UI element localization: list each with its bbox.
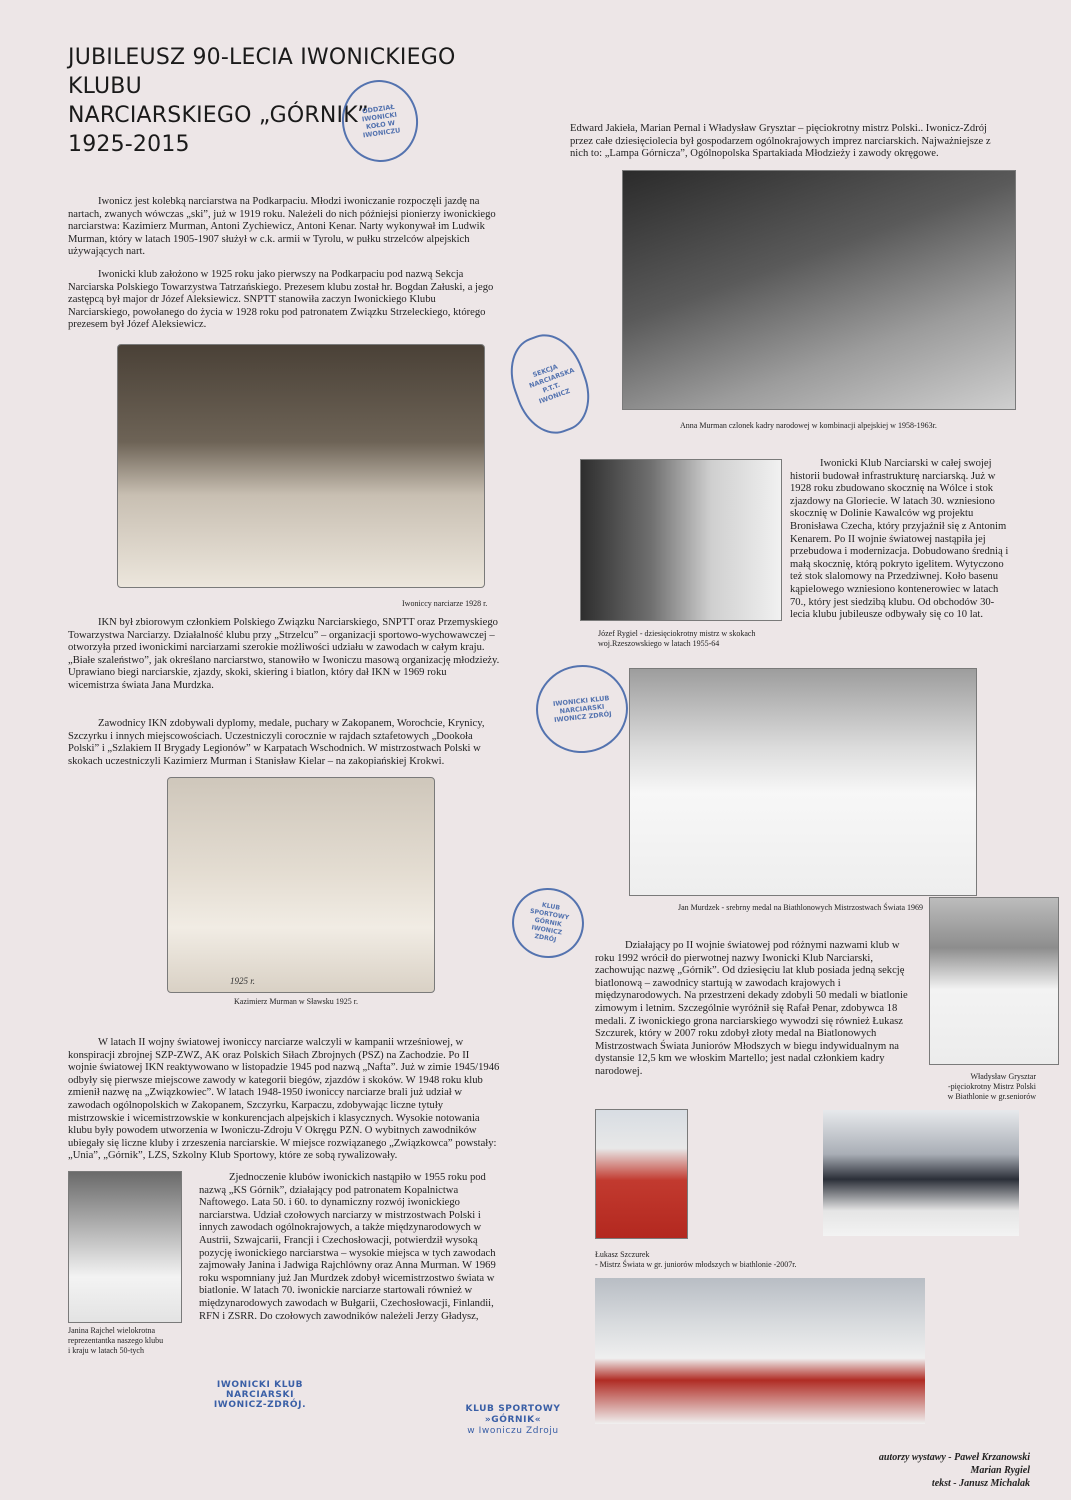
caption-janina-line-1: Janina Rajchel wielokrotna (68, 1326, 156, 1335)
caption-rygiel-line-1: Józef Rygiel - dziesięciokrotny mistrz w skokach (598, 629, 756, 638)
caption-grysztar-line-3: w Biathlonie w gr.seniorów (947, 1092, 1036, 1101)
stamp-ikn-line-2: IWONICZ-ZDRÓJ. (213, 1400, 307, 1410)
section-text-3 (68, 617, 500, 693)
caption-janina-line-3: i kraju w latach 50-tych (68, 1346, 144, 1355)
paragraph-6: Zjednoczenie klubów iwonickich nastąpiło w 1955 roku pod nazwą „KS Górnik”, działający pod patronatem Kopalnictwa Naftowego. Lata 50. i 60. to dynamiczny rozwój iwonickiego narciarstwa. Udział czołowych narciarzy w mistrzostwach Polski i innych zawodach ogólnokrajowych, a także międzynarodowych w Austrii, Szwajcarii, Francji i Czechosłowacji, potwierdził wysoką pozycję iwonickiego narciarstwa – wysokie miejsca w tych zawodach zajmowały Janina i Jadwiga Rajchlówny oraz Anna Murman. W 1969 roku wspomniany już Jan Murdzek zdobył wicemistrzostwo świata w biatlonie. W latach 70. iwonickie narciarze startowali również w międzynarodowych zawodach w Bułgarii, Czechosłowacji, Finlandii, RFN i ZSRR. Do czołowych zawodników należeli Jerzy Gładysz, (199, 1172, 496, 1322)
paragraph-9: Działający po II wojnie światowej pod różnymi nazwami klub w roku 1992 wrócił do pierwotnej nazwy Iwonicki Klub Narciarski, zachowując nazwę „Górnik”. Od dziesięciu lat klub posiada jedną sekcję biatlonową – zawodnicy startują w zawodach krajowych i międzynarodowych. Na przestrzeni dekady zdobyli 50 medali w biatlonie zimowym i letnim. Szczególnie wyróżnił się Rafał Penar, zdobywca 18 medali. Z iwonickiego grona narciarskiego wywodzi się również Łukasz Szczurek, który w 2007 roku zdobył złoty medal na Biatlonowych Mistrzostwach Świata Juniorów Młodszych w biegu indywidualnym na dystansie 12,5 km we włoskim Martello; jest nadal członkiem kadry narodowej. (595, 940, 908, 1077)
photo-wladyslaw-grysztar (929, 897, 1059, 1065)
caption-janina-line-2: reprezentantka naszego klubu (68, 1336, 164, 1345)
section-text-9 (595, 940, 920, 1079)
authors-line-2: Marian Rygiel (970, 1465, 1030, 1476)
caption-jan-murdzek: Jan Murdzek - srebrny medal na Biathlonowych Mistrzostwach Świata 1969 (678, 903, 924, 912)
authors-line-3: tekst - Janusz Michalak (931, 1478, 1030, 1489)
authors-credit (780, 1451, 1030, 1490)
caption-anna-murman: Anna Murman czlonek kadry narodowej w kombinacji alpejskiej w 1958-1963r. (680, 421, 937, 430)
paragraph-3: IKN był zbiorowym członkiem Polskiego Związku Narciarskiego, SNPTT oraz Przemyskiego Towarzystwa Narciarzy. Działalność klubu przy „Strzelcu” – organizacji sportowo-wychowawczej – otworzyła przed iwonickimi narciarzami szerokie możliwości udziału w zawodach w całym kraju. „Białe szaleństwo”, jak określano narciarstwo, stanowiło w Iwoniczu masową organizację młodzieży. Uprawiano biegi narciarskie, zjazdy, skoki, skiering i biatlon, który dał IKN w 1969 roku wicemistrza świata Jana Murdzka. (68, 617, 500, 691)
caption-jozef-rygiel (598, 629, 755, 649)
paragraph-7: Edward Jakieła, Marian Pernal i Władysław Grysztar – pięciokrotny mistrz Polski.. Iwonicz-Zdrój przez całe dziesięciolecia był gospodarzem ogólnokrajowych imprez narciarskich. Najważniejsze z nich to: „Lampa Górnicza”, Ogólnopolska Spartakiada Młodzieży i zawody okręgowe. (570, 123, 991, 160)
section-text-6 (199, 1172, 500, 1323)
stamp-ks-line-2: »GÓRNIK« (484, 1415, 542, 1425)
photo-jan-murdzek (629, 668, 977, 896)
page-title (68, 43, 528, 159)
intro-text (68, 196, 500, 332)
stamp-sekcja-ptt (499, 325, 601, 444)
stamp-sekcja-text: SEKCJA NARCIARSKA P.T.T. IWONICZ (528, 362, 576, 406)
authors-line-1: autorzy wystawy - Paweł Krzanowski (878, 1452, 1030, 1463)
section-text-4 (68, 718, 500, 768)
title-line-3: 1925-2015 (68, 132, 190, 157)
photo-biathlon-team (823, 1110, 1019, 1236)
caption-wladyslaw-grysztar (914, 1072, 1036, 1102)
stamp-ks-line-1: KLUB SPORTOWY (465, 1404, 561, 1414)
stamp-ikn-line-1: IWONICKI KLUB NARCIARSKI (216, 1380, 304, 1400)
section-text-8 (790, 458, 1012, 622)
stamp-ks-gornik-round (506, 882, 589, 963)
photo-skiers-1928 (117, 344, 485, 588)
title-line-1: JUBILEUSZ 90-LECIA IWONICKIEGO KLUBU (68, 45, 456, 99)
caption-janina-rajchel (68, 1326, 163, 1356)
stamp-ks-line-3: w Iwoniczu Zdroju (467, 1426, 559, 1436)
caption-skiers-1928: Iwoniccy narciarze 1928 r. (402, 599, 488, 608)
stamp-ks-gornik-rectangular (458, 1404, 568, 1437)
caption-rygiel-line-2: woj.Rzeszowskiego w latach 1955-64 (598, 639, 720, 648)
photo-anna-murman (622, 170, 1016, 410)
caption-kazimierz-murman: Kazimierz Murman w Sławsku 1925 r. (234, 997, 358, 1006)
paragraph-1: Iwonicz jest kolebką narciarstwa na Podkarpaciu. Młodzi iwoniczanie rozpoczęli jazdę na nartach, zwanych wówczas „ski”, już w 1919 roku. Należeli do nich późniejsi pionierzy iwonickiego narciarstwa: Kazimierz Murman, Antoni Zychiewicz, Antoni Kenar. Narty wykonywał im Ludwik Murman, który w latach 1905-1907 służył w c.k. armii w Tyrolu, w pułku strzelców alpejskich używających nart. (68, 196, 496, 258)
handwritten-year: 1925 r. (230, 976, 256, 986)
photo-kazimierz-murman (167, 777, 435, 993)
stamp-ikn-round (532, 660, 633, 757)
caption-grysztar-line-2: -pięciokrotny Mistrz Polski (948, 1082, 1036, 1091)
stamp-ks-gornik-text: KLUB SPORTOWY GÓRNIK IWONICZ ZDRÓJ (529, 901, 570, 944)
stamp-ikn-rectangular (190, 1380, 330, 1410)
photo-biathlon-race (595, 1278, 925, 1424)
stamp-ikn-round-text: IWONICKI KLUB NARCIARSKI IWONICZ ZDRÓJ (552, 694, 612, 724)
caption-szczurek-line-1: Łukasz Szczurek (595, 1250, 650, 1259)
paragraph-2: Iwonicki klub założono w 1925 roku jako pierwszy na Podkarpaciu pod nazwą Sekcja Narciarska Polskiego Towarzystwa Tatrzańskiego. Prezesem klubu został hr. Bogdan Załuski, a jego zastępcą był major dr Józef Aleksiewicz. SNPTT stanowiła zaczyn Iwonickiego Klubu Narciarskiego, powołanego do życia w 1928 roku pod patronatem Związku Strzeleckiego, którego prezesem był Józef Aleksiewicz. (68, 268, 494, 331)
photo-jozef-rygiel (580, 459, 782, 621)
photo-janina-rajchel (68, 1171, 182, 1323)
caption-grysztar-line-1: Władysław Grysztar (970, 1072, 1036, 1081)
caption-szczurek-line-2: - Mistrz Świata w gr. juniorów młodszych w biathlonie -2007r. (595, 1260, 797, 1269)
title-line-2: NARCIARSKIEGO „GÓRNIK” (68, 103, 369, 128)
photo-lukasz-szczurek (595, 1109, 688, 1239)
section-text-5 (68, 1037, 500, 1163)
caption-lukasz-szczurek (595, 1250, 797, 1270)
paragraph-5: W latach II wojny światowej iwoniccy narciarze walczyli w kampanii wrześniowej, w konspiracji zbrojnej SZP-ZWZ, AK oraz Polskich Siłach Zbrojnych (PSZ) na Zachodzie. Po II wojnie światowej IKN reaktywowano w listopadzie 1945 pod nazwą „Nafta”. Już w zimie 1945/1946 odbyły się pierwsze miejscowe zawody w kategorii biegów, zjazdów i skoków. W 1948 roku klub zmienił nazwę na „Związkowiec”. W latach 1948-1950 iwoniccy narciarze brali już udział w zawodach ogólnopolskich w Zakopanem, Szczyrku, Karpaczu, zdobywając liczne tytuły mistrzowskie i wicemistrzowskie w konkurencjach alpejskich i klasycznych. Wysokie notowania klubu były powodem utworzenia w Iwoniczu-Zdroju V Okręgu PZN. O wybitnych zawodników ubiegały się liczne kluby i zrzeszenia narciarskie. W miejsce rozwiązanego „Związkowca” powstały: „Unia”, „Górnik”, LZS, Szkolny Klub Sportowy, które ze sobą rywalizowały. (68, 1037, 500, 1162)
section-text-7 (570, 123, 1010, 161)
paragraph-8: Iwonicki Klub Narciarski w całej swojej historii budował infrastrukturę narciarską. Już w 1928 roku zbudowano skocznię na Wólce i stok zjazdowy na Gloriecie. W latach 30. wzniesiono skocznię w Dolinie Kawalców wg projektu Bronisława Czecha, który przyjaźnił się z Antonim Kenarem. Po II wojnie światowej nastąpiła jej przebudowa i modernizacja. Dobudowano średnią i małą skocznię, którą pokryto igelitem. Wytyczono też stok slalomowy na Przedziwnej. Koło basenu kąpielowego wzniesiono kontenerowiec w latach 70., który jest siedzibą klubu. Od obchodów 30-lecia klubu jubileusze odbywały się co 10 lat. (790, 458, 1009, 621)
stamp-pttk-text: ODDZIAŁ IWONICKI KOŁO W IWONICZU (361, 102, 401, 140)
paragraph-4: Zawodnicy IKN zdobywali dyplomy, medale, puchary w Zakopanem, Worochcie, Krynicy, Szczyrku i innych miejscowościach. Uczestniczyli corocznie w rajdach sztafetowych „Dookoła Polski” i „Szlakiem II Brygady Legionów” w Karpatach Wschodnich. W mistrzostwach Polski w skokach uczestniczyli Kazimierz Murman i Stanisław Kielar – na zakopiańskiej Krokwi. (68, 718, 485, 767)
